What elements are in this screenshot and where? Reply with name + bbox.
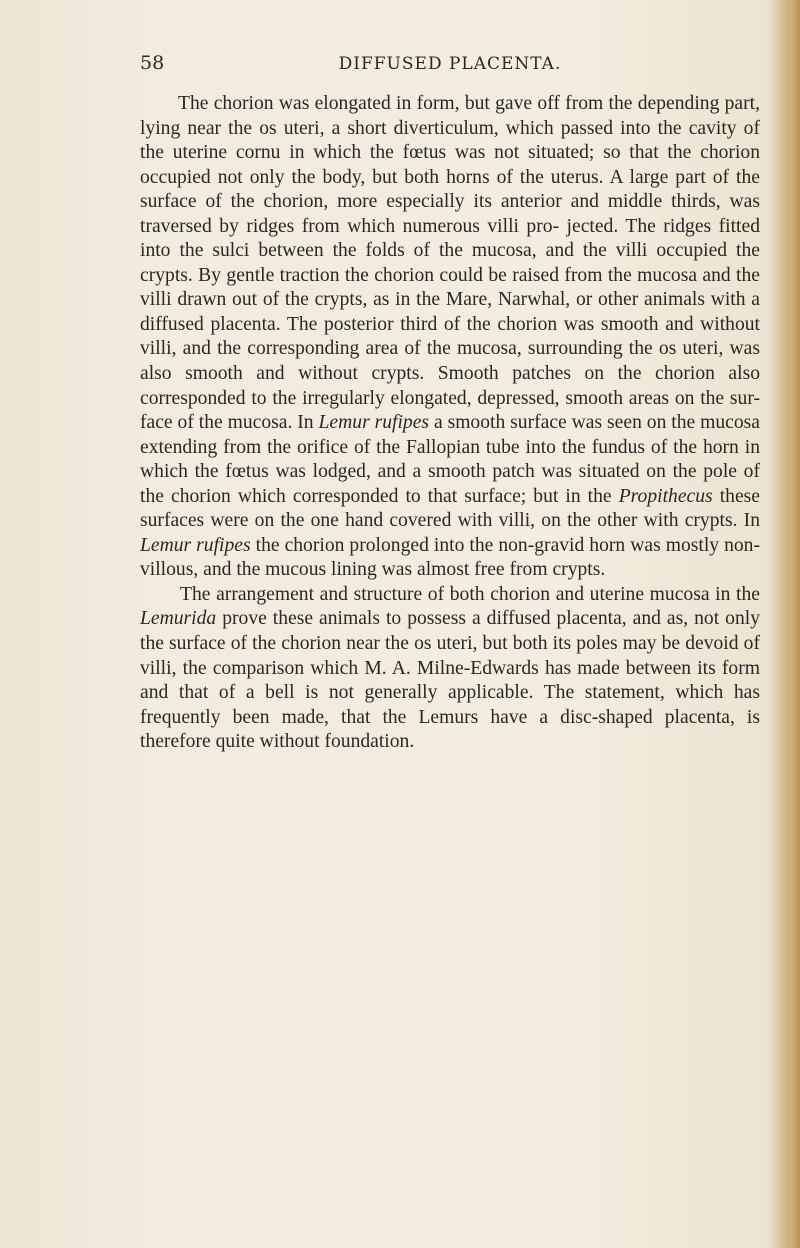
text-segment: the chorion prolonged into the non-gravid horn was mostly non-villous, and the mucous lining was almost free from crypts.: [140, 534, 760, 581]
text-segment: prove these animals to possess a diffused placenta, and as, not only the surface of the chorion near the os uteri, but both its poles may be devoid of villi, the comparison which M. A. Milne-Edwards has made between its form and that of a bell is not generally applicable. The statement, which has frequently been made, that the Lemurs have a disc-shaped placenta, is therefore quite without foundation.: [140, 608, 760, 753]
paragraph-1: [140, 92, 760, 583]
text-segment: The chorion was elongated in form, but gave off from the depending part, lying near the os uteri, a short diverticulum, which passed into the cavity of the uterine cornu in which the fœtus was not situated; so that the chorion occupied not only the body, but both horns of the uterus. A large part of the surface of the chorion, more especially its anterior and middle thirds, was traversed by ridges from which numerous villi pro- jected. The ridges fitted into the sulci between the folds of the mucosa, and the villi occupied the crypts. By gentle traction the chorion could be raised from the mucosa and the villi drawn out of the crypts, as in the Mare, Narwhal, or other animals with a diffused placenta. The posterior third of the chorion was smooth and without villi, and the corresponding area of the mucosa, surrounding the os uteri, was also smooth and without crypts. Smooth patches on the chorion also corresponded to the irregularly elongated, depressed, smooth areas on the sur- face of the mucosa. In: [140, 93, 760, 434]
page-header: [140, 52, 760, 80]
text-segment: these surfaces were on the one hand covered with villi, on the other with crypts. In: [140, 485, 760, 532]
running-head: DIFFUSED PLACENTA.: [338, 54, 562, 74]
body-text: [140, 92, 760, 755]
italic-term: Lemurida: [140, 608, 217, 630]
page-number: 58: [140, 52, 165, 74]
italic-term: Propithecus: [618, 485, 713, 507]
paragraph-2: [140, 583, 760, 755]
page-edge: [786, 0, 800, 1248]
text-segment: The arrangement and structure of both chorion and uterine mucosa in the: [180, 583, 760, 605]
text-segment: a smooth surface was seen on the mucosa extending from the orifice of the Fallopian tube into the fundus of the horn in which the fœtus was lodged, and a smooth patch was situated on the pole of the chorion which corresponded to that surface; but in the: [140, 412, 760, 507]
italic-term: Lemur rufipes: [318, 412, 430, 434]
italic-term: Lemur rufipes: [140, 534, 251, 556]
